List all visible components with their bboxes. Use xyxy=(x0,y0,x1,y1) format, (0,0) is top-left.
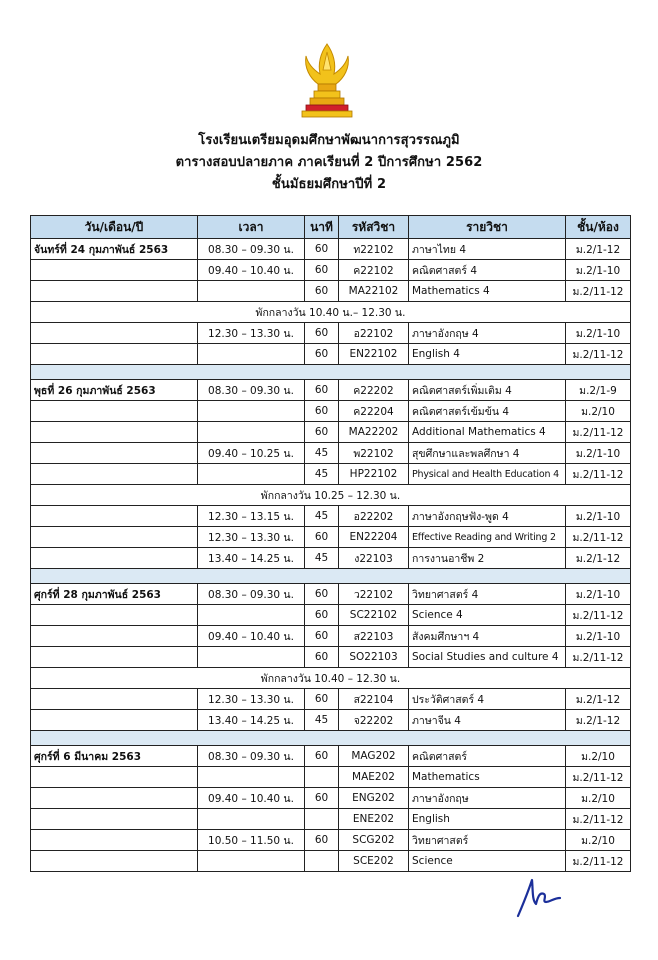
time-cell xyxy=(198,851,305,872)
subject-name-cell: Additional Mathematics 4 xyxy=(409,422,566,443)
time-cell: 08.30 – 09.30 น. xyxy=(198,746,305,767)
class-room-cell: ม.2/11-12 xyxy=(566,809,631,830)
table-row xyxy=(31,626,631,647)
lunch-break-row xyxy=(31,668,631,689)
minutes-cell: 45 xyxy=(305,464,339,485)
class-room-cell: ม.2/1-9 xyxy=(566,380,631,401)
class-room-cell: ม.2/10 xyxy=(566,746,631,767)
date-cell xyxy=(31,323,198,344)
lunch-break-label: พักกลางวัน 10.40 – 12.30 น. xyxy=(31,668,631,689)
subject-name-cell: วิทยาศาสตร์ xyxy=(409,830,566,851)
minutes-cell: 60 xyxy=(305,830,339,851)
time-cell: 12.30 – 13.30 น. xyxy=(198,689,305,710)
subject-code-cell: HP22102 xyxy=(339,464,409,485)
school-emblem-icon xyxy=(296,40,358,122)
minutes-cell: 60 xyxy=(305,788,339,809)
class-room-cell: ม.2/1-10 xyxy=(566,443,631,464)
minutes-cell: 60 xyxy=(305,626,339,647)
subject-name-cell: ประวัติศาสตร์ 4 xyxy=(409,689,566,710)
time-cell xyxy=(198,401,305,422)
subject-name-cell: Social Studies and culture 4 xyxy=(409,647,566,668)
table-row xyxy=(31,809,631,830)
class-room-cell: ม.2/11-12 xyxy=(566,281,631,302)
time-cell: 08.30 – 09.30 น. xyxy=(198,380,305,401)
class-room-cell: ม.2/1-10 xyxy=(566,506,631,527)
time-cell xyxy=(198,344,305,365)
lunch-break-row xyxy=(31,302,631,323)
exam-date: จันทร์ที่ 24 กุมภาพันธ์ 2563 xyxy=(31,239,198,260)
class-room-cell: ม.2/11-12 xyxy=(566,647,631,668)
minutes-cell: 60 xyxy=(305,401,339,422)
time-cell xyxy=(198,464,305,485)
time-cell: 09.40 – 10.25 น. xyxy=(198,443,305,464)
table-row xyxy=(31,647,631,668)
time-cell xyxy=(198,605,305,626)
time-cell xyxy=(198,809,305,830)
table-row xyxy=(31,443,631,464)
day-separator-row xyxy=(31,365,631,380)
date-cell xyxy=(31,767,198,788)
subject-code-cell: พ22102 xyxy=(339,443,409,464)
subject-name-cell: สุขศึกษาและพลศึกษา 4 xyxy=(409,443,566,464)
minutes-cell: 60 xyxy=(305,281,339,302)
minutes-cell: 45 xyxy=(305,443,339,464)
subject-name-cell: สังคมศึกษาฯ 4 xyxy=(409,626,566,647)
time-cell: 08.30 – 09.30 น. xyxy=(198,239,305,260)
date-cell xyxy=(31,605,198,626)
time-cell: 10.50 – 11.50 น. xyxy=(198,830,305,851)
subject-code-cell: ว22102 xyxy=(339,584,409,605)
table-row xyxy=(31,527,631,548)
class-room-cell: ม.2/1-12 xyxy=(566,548,631,569)
date-cell xyxy=(31,788,198,809)
class-room-cell: ม.2/1-12 xyxy=(566,239,631,260)
subject-name-cell: คณิตศาสตร์เพิ่มเติม 4 xyxy=(409,380,566,401)
subject-name-cell: Physical and Health Education 4 xyxy=(409,464,566,485)
table-row xyxy=(31,605,631,626)
subject-code-cell: SCG202 xyxy=(339,830,409,851)
table-row xyxy=(31,689,631,710)
subject-name-cell: คณิตศาสตร์ xyxy=(409,746,566,767)
subject-name-cell: Effective Reading and Writing 2 xyxy=(409,527,566,548)
date-cell xyxy=(31,548,198,569)
date-cell xyxy=(31,527,198,548)
time-cell: 09.40 – 10.40 น. xyxy=(198,626,305,647)
minutes-cell: 60 xyxy=(305,527,339,548)
date-cell xyxy=(31,443,198,464)
document-header xyxy=(0,130,658,196)
date-cell xyxy=(31,281,198,302)
grade-level: ชั้นมัธยมศึกษาปีที่ 2 xyxy=(271,177,387,192)
subject-code-cell: MA22202 xyxy=(339,422,409,443)
day-separator-row xyxy=(31,569,631,584)
class-room-cell: ม.2/1-10 xyxy=(566,626,631,647)
table-row xyxy=(31,746,631,767)
class-room-cell: ม.2/11-12 xyxy=(566,527,631,548)
minutes-cell: 60 xyxy=(305,422,339,443)
table-row xyxy=(31,830,631,851)
column-header-minutes: นาที xyxy=(305,216,339,239)
table-row xyxy=(31,401,631,422)
date-cell xyxy=(31,710,198,731)
class-room-cell: ม.2/10 xyxy=(566,401,631,422)
date-cell xyxy=(31,506,198,527)
date-cell xyxy=(31,647,198,668)
minutes-cell: 60 xyxy=(305,344,339,365)
date-cell xyxy=(31,464,198,485)
time-cell xyxy=(198,422,305,443)
date-cell xyxy=(31,260,198,281)
column-header-code: รหัสวิชา xyxy=(339,216,409,239)
subject-name-cell: วิทยาศาสตร์ 4 xyxy=(409,584,566,605)
subject-name-cell: English xyxy=(409,809,566,830)
time-cell: 13.40 – 14.25 น. xyxy=(198,548,305,569)
minutes-cell: 60 xyxy=(305,605,339,626)
table-header-row xyxy=(31,216,631,239)
table-row xyxy=(31,767,631,788)
subject-code-cell: ENG202 xyxy=(339,788,409,809)
class-room-cell: ม.2/1-12 xyxy=(566,689,631,710)
minutes-cell: 60 xyxy=(305,239,339,260)
subject-code-cell: อ22102 xyxy=(339,323,409,344)
minutes-cell: 60 xyxy=(305,689,339,710)
table-row xyxy=(31,380,631,401)
subject-code-cell: MA22102 xyxy=(339,281,409,302)
table-row xyxy=(31,788,631,809)
column-header-time: เวลา xyxy=(198,216,305,239)
minutes-cell: 60 xyxy=(305,260,339,281)
subject-code-cell: SCE202 xyxy=(339,851,409,872)
exam-date: ศุกร์ที่ 28 กุมภาพันธ์ 2563 xyxy=(31,584,198,605)
table-row xyxy=(31,323,631,344)
date-cell xyxy=(31,689,198,710)
subject-name-cell: คณิตศาสตร์ 4 xyxy=(409,260,566,281)
lunch-break-label: พักกลางวัน 10.40 น.– 12.30 น. xyxy=(31,302,631,323)
subject-code-cell: MAG202 xyxy=(339,746,409,767)
time-cell: 12.30 – 13.30 น. xyxy=(198,527,305,548)
minutes-cell: 60 xyxy=(305,647,339,668)
time-cell xyxy=(198,281,305,302)
table-row xyxy=(31,464,631,485)
subject-code-cell: ค22204 xyxy=(339,401,409,422)
subject-name-cell: English 4 xyxy=(409,344,566,365)
school-name: โรงเรียนเตรียมอุดมศึกษาพัฒนาการสุวรรณภูมิ xyxy=(198,133,460,148)
class-room-cell: ม.2/1-10 xyxy=(566,584,631,605)
minutes-cell xyxy=(305,767,339,788)
class-room-cell: ม.2/10 xyxy=(566,830,631,851)
subject-name-cell: ภาษาไทย 4 xyxy=(409,239,566,260)
minutes-cell: 45 xyxy=(305,506,339,527)
class-room-cell: ม.2/11-12 xyxy=(566,767,631,788)
separator-cell xyxy=(31,731,631,746)
exam-date: พุธที่ 26 กุมภาพันธ์ 2563 xyxy=(31,380,198,401)
table-row xyxy=(31,239,631,260)
class-room-cell: ม.2/11-12 xyxy=(566,851,631,872)
table-row xyxy=(31,422,631,443)
exam-date: ศุกร์ที่ 6 มีนาคม 2563 xyxy=(31,746,198,767)
subject-name-cell: ภาษาอังกฤษ 4 xyxy=(409,323,566,344)
minutes-cell: 60 xyxy=(305,746,339,767)
class-room-cell: ม.2/1-12 xyxy=(566,710,631,731)
subject-code-cell: ท22102 xyxy=(339,239,409,260)
subject-code-cell: SO22103 xyxy=(339,647,409,668)
class-room-cell: ม.2/1-10 xyxy=(566,260,631,281)
date-cell xyxy=(31,344,198,365)
column-header-date: วัน/เดือน/ปี xyxy=(31,216,198,239)
subject-code-cell: EN22204 xyxy=(339,527,409,548)
lunch-break-label: พักกลางวัน 10.25 – 12.30 น. xyxy=(31,485,631,506)
table-row xyxy=(31,506,631,527)
column-header-subject: รายวิชา xyxy=(409,216,566,239)
exam-title: ตารางสอบปลายภาค ภาคเรียนที่ 2 ปีการศึกษา 2562 xyxy=(175,155,483,170)
table-row xyxy=(31,710,631,731)
lunch-break-row xyxy=(31,485,631,506)
subject-code-cell: ค22202 xyxy=(339,380,409,401)
subject-name-cell: Science xyxy=(409,851,566,872)
class-room-cell: ม.2/11-12 xyxy=(566,605,631,626)
minutes-cell: 45 xyxy=(305,548,339,569)
subject-code-cell: EN22102 xyxy=(339,344,409,365)
time-cell: 12.30 – 13.15 น. xyxy=(198,506,305,527)
column-header-room: ชั้น/ห้อง xyxy=(566,216,631,239)
minutes-cell: 60 xyxy=(305,584,339,605)
table-row xyxy=(31,548,631,569)
time-cell: 13.40 – 14.25 น. xyxy=(198,710,305,731)
minutes-cell: 60 xyxy=(305,380,339,401)
subject-code-cell: อ22202 xyxy=(339,506,409,527)
time-cell: 08.30 – 09.30 น. xyxy=(198,584,305,605)
subject-code-cell: MAE202 xyxy=(339,767,409,788)
signature-mark xyxy=(514,872,564,920)
date-cell xyxy=(31,809,198,830)
minutes-cell xyxy=(305,809,339,830)
date-cell xyxy=(31,830,198,851)
table-row xyxy=(31,344,631,365)
subject-code-cell: ค22102 xyxy=(339,260,409,281)
table-row xyxy=(31,584,631,605)
subject-name-cell: Mathematics 4 xyxy=(409,281,566,302)
subject-name-cell: ภาษาจีน 4 xyxy=(409,710,566,731)
separator-cell xyxy=(31,365,631,380)
subject-name-cell: ภาษาอังกฤษฟัง-พูด 4 xyxy=(409,506,566,527)
class-room-cell: ม.2/11-12 xyxy=(566,344,631,365)
subject-name-cell: Mathematics xyxy=(409,767,566,788)
minutes-cell xyxy=(305,851,339,872)
subject-code-cell: SC22102 xyxy=(339,605,409,626)
subject-name-cell: คณิตศาสตร์เข้มข้น 4 xyxy=(409,401,566,422)
minutes-cell: 60 xyxy=(305,323,339,344)
time-cell xyxy=(198,767,305,788)
date-cell xyxy=(31,422,198,443)
class-room-cell: ม.2/11-12 xyxy=(566,422,631,443)
subject-code-cell: จ22202 xyxy=(339,710,409,731)
date-cell xyxy=(31,626,198,647)
table-row xyxy=(31,281,631,302)
subject-code-cell: ส22103 xyxy=(339,626,409,647)
class-room-cell: ม.2/10 xyxy=(566,788,631,809)
subject-name-cell: Science 4 xyxy=(409,605,566,626)
class-room-cell: ม.2/1-10 xyxy=(566,323,631,344)
subject-name-cell: การงานอาชีพ 2 xyxy=(409,548,566,569)
date-cell xyxy=(31,851,198,872)
time-cell: 09.40 – 10.40 น. xyxy=(198,788,305,809)
exam-schedule-table xyxy=(30,215,631,872)
class-room-cell: ม.2/11-12 xyxy=(566,464,631,485)
day-separator-row xyxy=(31,731,631,746)
subject-code-cell: ง22103 xyxy=(339,548,409,569)
subject-name-cell: ภาษาอังกฤษ xyxy=(409,788,566,809)
subject-code-cell: ส22104 xyxy=(339,689,409,710)
time-cell: 12.30 – 13.30 น. xyxy=(198,323,305,344)
table-row xyxy=(31,851,631,872)
time-cell: 09.40 – 10.40 น. xyxy=(198,260,305,281)
date-cell xyxy=(31,401,198,422)
subject-code-cell: ENE202 xyxy=(339,809,409,830)
table-row xyxy=(31,260,631,281)
minutes-cell: 45 xyxy=(305,710,339,731)
time-cell xyxy=(198,647,305,668)
separator-cell xyxy=(31,569,631,584)
